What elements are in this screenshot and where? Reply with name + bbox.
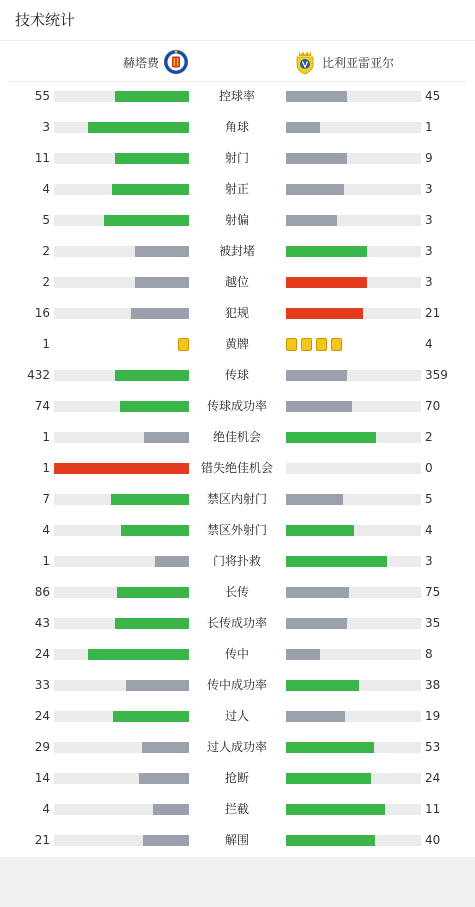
home-value: 74 xyxy=(34,399,50,413)
home-value: 7 xyxy=(42,492,50,506)
stats-list xyxy=(0,81,475,856)
away-value: 8 xyxy=(425,647,433,661)
home-bar-track xyxy=(54,680,189,691)
stat-label: 控球率 xyxy=(218,89,255,103)
home-value: 2 xyxy=(42,244,50,258)
away-value: 3 xyxy=(425,554,433,568)
away-bar xyxy=(286,401,352,412)
stat-label: 犯规 xyxy=(224,306,249,320)
away-bar-track xyxy=(286,184,421,195)
away-bar xyxy=(286,215,337,226)
home-bar-track xyxy=(54,308,189,319)
stat-row xyxy=(0,360,475,391)
away-bar xyxy=(286,432,376,443)
yellow-card-icon xyxy=(301,338,312,351)
home-bar-track xyxy=(54,401,189,412)
home-bar xyxy=(111,494,189,505)
away-bar-track xyxy=(286,432,421,443)
stat-label: 拦截 xyxy=(224,802,249,816)
away-value: 2 xyxy=(425,430,433,444)
home-bar-track xyxy=(54,742,189,753)
away-bar-track xyxy=(286,680,421,691)
home-bar-track xyxy=(54,184,189,195)
away-bar-track xyxy=(286,308,421,319)
home-bar xyxy=(144,432,189,443)
stat-label: 射正 xyxy=(224,182,249,196)
away-value: 359 xyxy=(425,368,448,382)
home-bar xyxy=(142,742,189,753)
stat-label: 解围 xyxy=(224,833,249,847)
home-bar-track xyxy=(54,153,189,164)
away-bar xyxy=(286,184,344,195)
away-value: 75 xyxy=(425,585,441,599)
stat-label: 禁区内射门 xyxy=(206,492,267,506)
home-team[interactable] xyxy=(123,46,189,78)
home-bar xyxy=(135,246,189,257)
home-bar xyxy=(115,153,189,164)
away-bar xyxy=(286,153,347,164)
away-bar-track xyxy=(286,277,421,288)
home-bar xyxy=(88,649,189,660)
away-bar xyxy=(286,122,320,133)
away-value: 45 xyxy=(425,89,441,103)
away-bar xyxy=(286,587,349,598)
home-value: 55 xyxy=(34,89,50,103)
home-value: 1 xyxy=(42,554,50,568)
away-bar xyxy=(286,680,359,691)
stat-label: 黄牌 xyxy=(224,337,249,351)
stat-label: 传中 xyxy=(224,647,249,661)
away-bar xyxy=(286,91,347,102)
away-team-name: 比利亚雷亚尔 xyxy=(322,55,395,70)
home-bar xyxy=(104,215,189,226)
stat-row xyxy=(0,205,475,236)
away-bar xyxy=(286,618,347,629)
stat-row xyxy=(0,391,475,422)
stat-label: 传中成功率 xyxy=(206,678,267,692)
away-bar xyxy=(286,308,363,319)
home-bar xyxy=(131,308,189,319)
away-bar-track xyxy=(286,773,421,784)
stat-row xyxy=(0,81,475,112)
stat-label: 角球 xyxy=(224,120,249,134)
getafe-crest-icon xyxy=(163,49,189,75)
stat-row xyxy=(0,298,475,329)
stat-row xyxy=(0,422,475,453)
home-bar xyxy=(121,525,189,536)
away-bar-track xyxy=(286,122,421,133)
away-value: 38 xyxy=(425,678,441,692)
home-bar-track xyxy=(54,711,189,722)
away-bar xyxy=(286,742,374,753)
away-value: 3 xyxy=(425,213,433,227)
home-value: 16 xyxy=(34,306,50,320)
home-yellow-cards xyxy=(54,338,189,351)
home-bar-track xyxy=(54,556,189,567)
home-bar-track xyxy=(54,91,189,102)
stat-row xyxy=(0,732,475,763)
away-bar xyxy=(286,711,345,722)
home-bar xyxy=(126,680,189,691)
away-value: 3 xyxy=(425,182,433,196)
home-bar xyxy=(54,463,189,474)
home-bar xyxy=(143,835,189,846)
away-bar-track xyxy=(286,742,421,753)
away-yellow-cards xyxy=(286,338,421,351)
stat-row xyxy=(0,546,475,577)
yellow-card-icon xyxy=(331,338,342,351)
home-value: 43 xyxy=(34,616,50,630)
villarreal-crest-icon xyxy=(292,49,318,75)
stat-row xyxy=(0,577,475,608)
home-value: 4 xyxy=(42,523,50,537)
stat-row xyxy=(0,794,475,825)
away-bar-track xyxy=(286,463,421,474)
home-value: 4 xyxy=(42,802,50,816)
away-bar-track xyxy=(286,401,421,412)
stat-label: 绝佳机会 xyxy=(212,430,261,444)
stat-row xyxy=(0,112,475,143)
away-bar-track xyxy=(286,370,421,381)
away-bar-track xyxy=(286,246,421,257)
away-bar xyxy=(286,277,367,288)
home-value: 432 xyxy=(27,368,50,382)
away-value: 70 xyxy=(425,399,441,413)
away-bar xyxy=(286,525,354,536)
away-bar xyxy=(286,494,343,505)
away-value: 40 xyxy=(425,833,441,847)
away-bar-track xyxy=(286,91,421,102)
away-value: 35 xyxy=(425,616,441,630)
home-value: 33 xyxy=(34,678,50,692)
yellow-card-icon xyxy=(178,338,189,351)
away-value: 3 xyxy=(425,244,433,258)
stat-row xyxy=(0,174,475,205)
home-value: 5 xyxy=(42,213,50,227)
home-bar xyxy=(112,184,189,195)
home-bar-track xyxy=(54,494,189,505)
home-bar xyxy=(88,122,189,133)
away-bar xyxy=(286,835,375,846)
home-bar-track xyxy=(54,649,189,660)
yellow-card-icon xyxy=(316,338,327,351)
yellow-card-icon xyxy=(286,338,297,351)
home-bar-track xyxy=(54,525,189,536)
stat-label: 过人 xyxy=(224,709,249,723)
away-bar-track xyxy=(286,804,421,815)
home-bar-track xyxy=(54,463,189,474)
home-bar xyxy=(115,370,189,381)
page-title: 技术统计 xyxy=(15,11,76,29)
away-value: 3 xyxy=(425,275,433,289)
home-bar-track xyxy=(54,432,189,443)
away-value: 1 xyxy=(425,120,433,134)
home-team-name: 赫塔费 xyxy=(122,55,159,70)
away-value: 5 xyxy=(425,492,433,506)
away-bar-track xyxy=(286,649,421,660)
stat-label: 被封堵 xyxy=(218,244,255,258)
home-bar-track xyxy=(54,246,189,257)
stat-row xyxy=(0,484,475,515)
home-bar xyxy=(115,91,189,102)
home-value: 1 xyxy=(42,430,50,444)
away-value: 4 xyxy=(425,523,433,537)
away-value: 21 xyxy=(425,306,441,320)
stat-label: 传球 xyxy=(224,368,249,382)
home-bar xyxy=(153,804,189,815)
away-bar-track xyxy=(286,587,421,598)
away-bar xyxy=(286,556,387,567)
away-bar-track xyxy=(286,215,421,226)
stat-label: 射门 xyxy=(224,151,249,165)
away-bar-track xyxy=(286,835,421,846)
away-value: 11 xyxy=(425,802,441,816)
away-value: 53 xyxy=(425,740,441,754)
home-value: 2 xyxy=(42,275,50,289)
away-value: 24 xyxy=(425,771,441,785)
stat-row xyxy=(0,825,475,856)
home-value: 4 xyxy=(42,182,50,196)
away-bar xyxy=(286,649,320,660)
stat-row xyxy=(0,267,475,298)
away-bar xyxy=(286,246,367,257)
home-bar-track xyxy=(54,587,189,598)
stat-row xyxy=(0,701,475,732)
away-team[interactable] xyxy=(292,46,394,78)
away-bar xyxy=(286,773,371,784)
away-bar-track xyxy=(286,711,421,722)
away-bar-track xyxy=(286,618,421,629)
home-value: 86 xyxy=(34,585,50,599)
home-value: 3 xyxy=(42,120,50,134)
home-value: 24 xyxy=(34,709,50,723)
stat-label: 抢断 xyxy=(224,771,249,785)
home-bar-track xyxy=(54,804,189,815)
home-value: 24 xyxy=(34,647,50,661)
home-bar xyxy=(139,773,189,784)
stat-label: 长传成功率 xyxy=(206,616,267,630)
stat-label: 传球成功率 xyxy=(206,399,267,413)
away-bar-track xyxy=(286,556,421,567)
home-bar-track xyxy=(54,835,189,846)
teams-header xyxy=(0,46,475,78)
home-value: 21 xyxy=(34,833,50,847)
stat-row xyxy=(0,143,475,174)
home-bar-track xyxy=(54,215,189,226)
stat-row xyxy=(0,453,475,484)
home-bar xyxy=(135,277,189,288)
stat-row xyxy=(0,515,475,546)
home-bar-track xyxy=(54,618,189,629)
stat-row xyxy=(0,763,475,794)
away-bar xyxy=(286,370,347,381)
home-bar-track xyxy=(54,122,189,133)
away-value: 4 xyxy=(425,337,433,351)
home-value: 14 xyxy=(34,771,50,785)
stat-row xyxy=(0,608,475,639)
away-bar-track xyxy=(286,153,421,164)
home-bar-track xyxy=(54,370,189,381)
stat-label: 射偏 xyxy=(224,213,249,227)
away-bar-track xyxy=(286,494,421,505)
away-bar xyxy=(286,804,385,815)
home-bar xyxy=(155,556,189,567)
stat-row xyxy=(0,236,475,267)
stat-label: 长传 xyxy=(224,585,249,599)
home-bar xyxy=(120,401,189,412)
home-bar xyxy=(117,587,189,598)
away-value: 0 xyxy=(425,461,433,475)
stat-label: 禁区外射门 xyxy=(206,523,267,537)
away-bar-track xyxy=(286,525,421,536)
stat-row xyxy=(0,329,475,360)
stat-row xyxy=(0,639,475,670)
home-value: 11 xyxy=(34,151,50,165)
home-bar xyxy=(113,711,189,722)
stat-label: 过人成功率 xyxy=(206,740,267,754)
home-value: 1 xyxy=(42,337,50,351)
home-bar xyxy=(115,618,189,629)
away-value: 19 xyxy=(425,709,441,723)
away-value: 9 xyxy=(425,151,433,165)
home-value: 1 xyxy=(42,461,50,475)
title-divider xyxy=(0,40,475,41)
stat-label: 越位 xyxy=(224,275,249,289)
home-value: 29 xyxy=(34,740,50,754)
stat-label: 门将扑救 xyxy=(212,554,261,568)
stat-label: 错失绝佳机会 xyxy=(200,461,273,475)
home-bar-track xyxy=(54,773,189,784)
stat-row xyxy=(0,670,475,701)
home-bar-track xyxy=(54,277,189,288)
